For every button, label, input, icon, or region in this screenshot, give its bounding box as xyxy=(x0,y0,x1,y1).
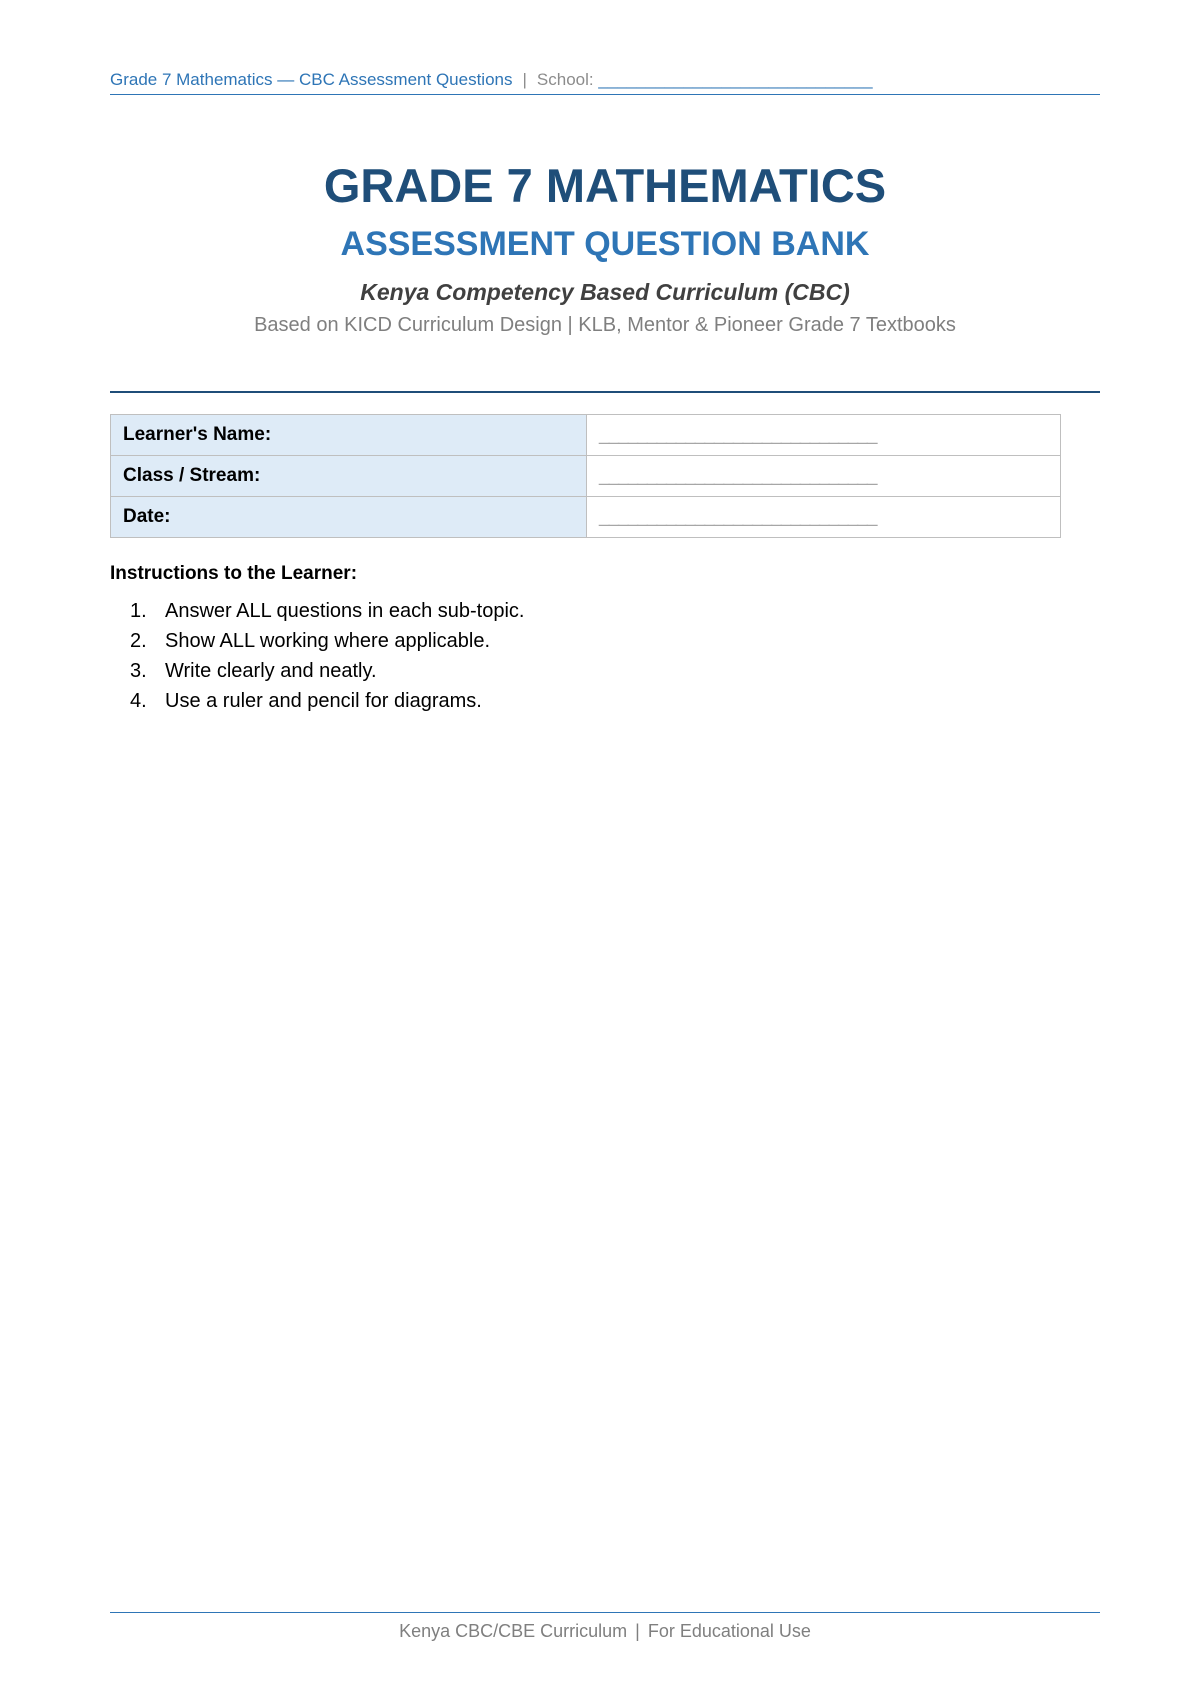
list-item-number: 4. xyxy=(130,690,147,712)
list-item xyxy=(110,596,1010,626)
list-item xyxy=(110,626,1010,656)
list-item-text: Write clearly and neatly. xyxy=(165,660,377,682)
title-block xyxy=(110,160,1100,338)
table-row xyxy=(111,456,1061,497)
list-item-text: Use a ruler and pencil for diagrams. xyxy=(165,690,482,712)
page-footer xyxy=(110,1612,1100,1643)
header-separator: | xyxy=(522,70,527,89)
table-row xyxy=(111,415,1061,456)
class-stream-field[interactable]: _____________________________ xyxy=(587,456,1061,497)
list-item-text: Answer ALL questions in each sub-topic. xyxy=(165,600,525,622)
title-divider xyxy=(110,391,1100,393)
footer-separator: | xyxy=(635,1621,640,1641)
header-school-label: School: xyxy=(536,70,594,89)
page-header xyxy=(110,70,1100,95)
date-field[interactable]: _____________________________ xyxy=(587,497,1061,538)
footer-left-text: Kenya CBC/CBE Curriculum xyxy=(399,1621,628,1641)
instructions-heading: Instructions to the Learner: xyxy=(110,563,358,584)
main-title: GRADE 7 MATHEMATICS xyxy=(323,159,887,212)
list-item-number: 3. xyxy=(130,660,147,682)
learner-name-label: Learner's Name: xyxy=(111,415,587,456)
learner-info-table xyxy=(110,414,1061,538)
list-item-number: 1. xyxy=(130,600,147,622)
instructions-section xyxy=(110,562,1010,716)
header-school-blank: _____________________________ xyxy=(598,70,873,89)
sub-title: ASSESSMENT QUESTION BANK xyxy=(340,225,870,263)
source-note: Based on KICD Curriculum Design | KLB, Mentor & Pioneer Grade 7 Textbooks xyxy=(254,314,956,336)
list-item-text: Show ALL working where applicable. xyxy=(165,630,491,652)
class-stream-label: Class / Stream: xyxy=(111,456,587,497)
instructions-list xyxy=(110,596,1010,716)
footer-right-text: For Educational Use xyxy=(647,1621,811,1641)
date-label: Date: xyxy=(111,497,587,538)
curriculum-subtitle: Kenya Competency Based Curriculum (CBC) xyxy=(360,279,850,305)
list-item xyxy=(110,686,1010,716)
list-item-number: 2. xyxy=(130,630,147,652)
list-item xyxy=(110,656,1010,686)
header-title: Grade 7 Mathematics — CBC Assessment Questions xyxy=(110,70,513,89)
table-row xyxy=(111,497,1061,538)
learner-name-field[interactable]: _____________________________ xyxy=(587,415,1061,456)
